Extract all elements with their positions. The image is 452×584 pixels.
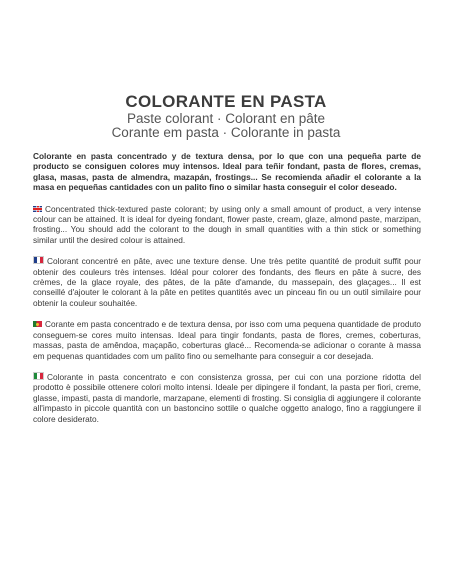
paragraph-english	[33, 204, 421, 246]
paragraph-portuguese	[33, 319, 421, 361]
paragraph-italian-text: Colorante in pasta concentrato e con consistenza grossa, per cui con una porzione ridotta del prodotto è possibile ottenere colori molto intensi. Ideale per dipingere il fondant, la pasta per fiori, creme, glasse, impasti, pasta di mandorle, marzapane, elementi di frosting. Si consiglia di aggiungere il colorante all'impasto in piccole quantità con un bastoncino sottile o qualche oggetto analogo, fino a raggiungere il colore desiderato.	[33, 371, 421, 424]
subtitle-line-1: Paste colorant · Colorant en pâte	[126, 111, 326, 126]
france-flag-icon	[33, 256, 44, 264]
paragraph-portuguese-text: Corante em pasta concentrado e de textura densa, por isso com uma pequena quantidade de produto conseguem-se cores muito intensas. Ideal para tingir fondants, pasta de flores, cremes, coberturas, massas, pasta de amêndoa, maçapão, coberturas glacé... Recomenda-se adicionar o corante à massa em pequenas quantidades com um palito fino ou semelhante para conseguir a cor desejada.	[33, 319, 421, 361]
description-content	[33, 151, 421, 435]
paragraph-english-text: Concentrated thick-textured paste colorant; by using only a small amount of product, a very intense colour can be attained. It is ideal for dyeing fondant, flower paste, cream, glaze, almond paste, marzipan, frosting... You should add the colorant to the dough in small quantities with a thin stick or something similar until the desired colour is attained.	[33, 203, 421, 245]
paragraph-french	[33, 256, 421, 308]
page-header	[0, 92, 452, 140]
paragraph-french-text: Colorant concentré en pâte, avec une texture dense. Une très petite quantité de produit suffit pour obtenir des couleurs très intenses. Idéal pour colorer des fondants, des fleurs en pâte à sucre, des crèmes, de la glace royale, des pâtes, de la pâte d'amande, du massepain, des glaçages... Il est conseillé d'ajouter le colorant à la pâte en petites quantités avec un pinceau fin ou un outil similaire pour obtenir la couleur souhaitée.	[33, 256, 421, 308]
portugal-flag-icon	[33, 321, 42, 327]
paragraph-spanish	[33, 151, 421, 193]
paragraph-spanish-text: Colorante en pasta concentrado y de textura densa, por lo que con una pequeña parte de producto se consiguen colores muy intensos. Ideal para teñir fondant, pasta de flores, cremas, glasa, masas, pasta de almendra, mazapán, frostings... Se recomienda añadir el colorante a la masa en pequeñas cantidades con un palito fino o similar hasta conseguir el color deseado.	[33, 151, 421, 193]
subtitle-line-2: Corante em pasta · Colorante in pasta	[111, 125, 341, 140]
uk-flag-icon	[33, 206, 42, 212]
italy-flag-icon	[33, 372, 44, 380]
page-title: COLORANTE EN PASTA	[125, 92, 327, 111]
paragraph-italian	[33, 372, 421, 424]
